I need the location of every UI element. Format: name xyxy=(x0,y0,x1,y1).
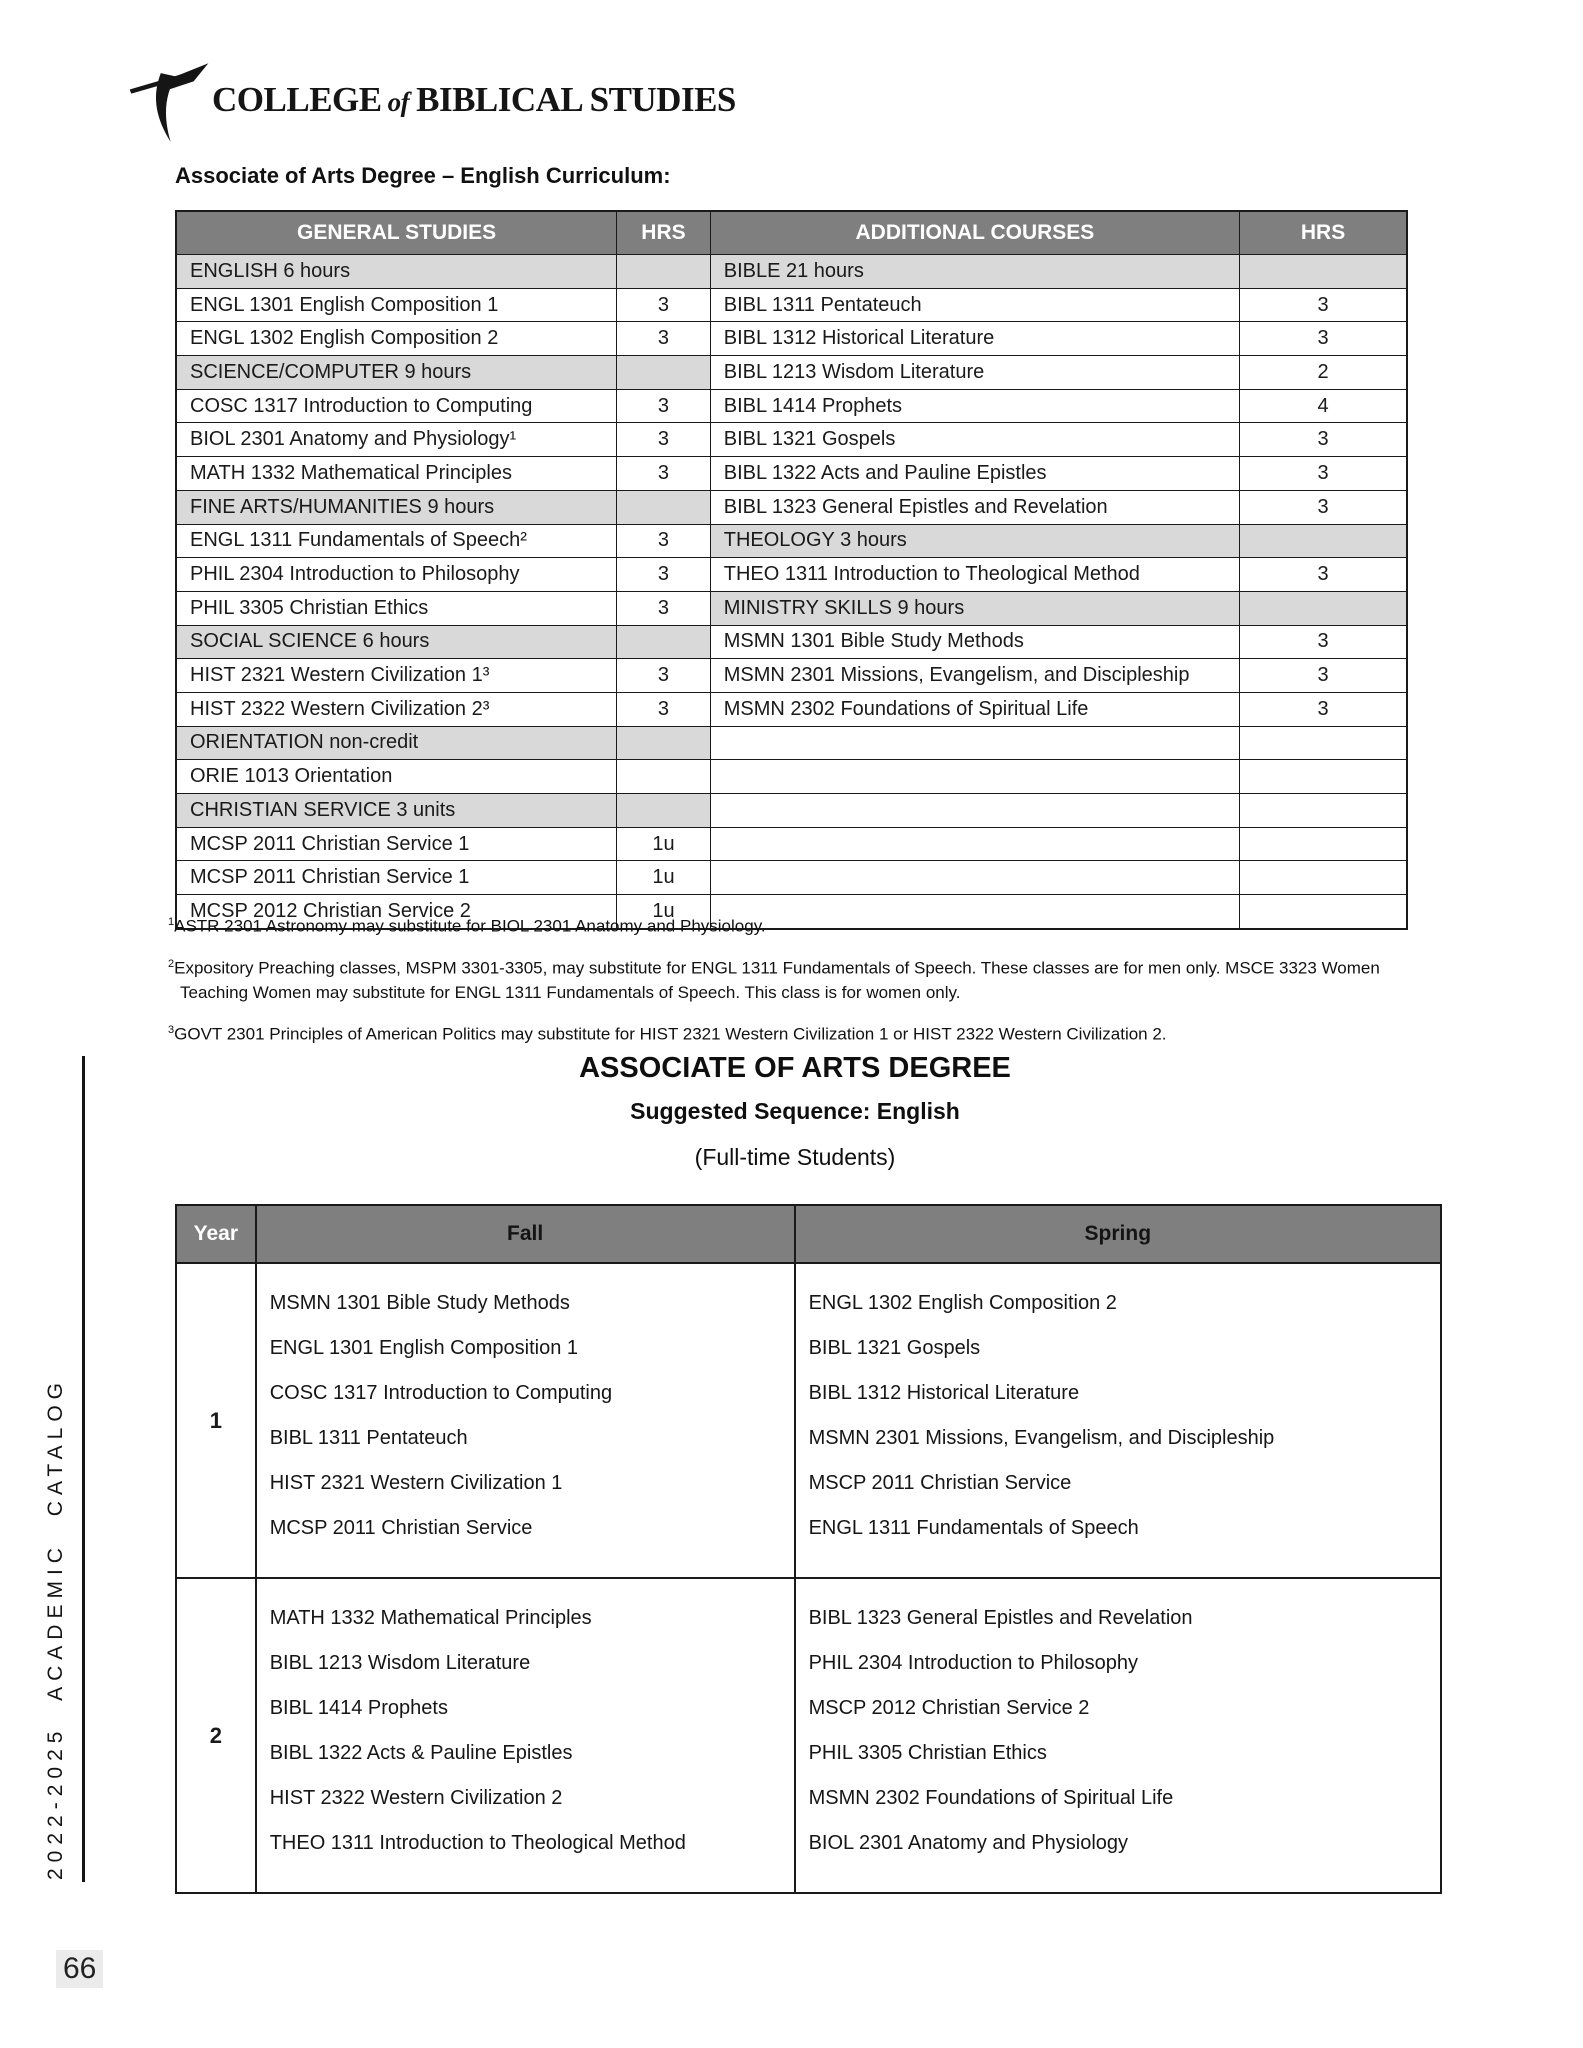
curriculum-row xyxy=(176,659,1407,693)
curriculum-row xyxy=(176,726,1407,760)
additional-course-hours-cell: 3 xyxy=(1240,423,1407,457)
sequence-table-body xyxy=(176,1263,1441,1893)
general-studies-cell: FINE ARTS/HUMANITIES 9 hours xyxy=(176,490,617,524)
curriculum-row xyxy=(176,288,1407,322)
additional-course-cell: BIBL 1311 Pentateuch xyxy=(710,288,1239,322)
additional-course-hours-cell: 3 xyxy=(1240,558,1407,592)
column-header-year: Year xyxy=(176,1205,256,1263)
column-header-additional-courses: ADDITIONAL COURSES xyxy=(710,211,1239,255)
sequence-year-row xyxy=(176,1263,1441,1578)
spring-course-item: BIBL 1323 General Epistles and Revelation xyxy=(808,1607,1193,1629)
additional-course-hours-cell xyxy=(1240,524,1407,558)
general-studies-cell: COSC 1317 Introduction to Computing xyxy=(176,389,617,423)
sequence-year-row xyxy=(176,1578,1441,1893)
additional-course-cell xyxy=(710,760,1239,794)
general-studies-cell: BIOL 2301 Anatomy and Physiology¹ xyxy=(176,423,617,457)
curriculum-row xyxy=(176,794,1407,828)
general-studies-hours-cell: 3 xyxy=(617,288,711,322)
general-studies-hours-cell xyxy=(617,356,711,390)
additional-course-hours-cell: 3 xyxy=(1240,490,1407,524)
general-studies-cell: MATH 1332 Mathematical Principles xyxy=(176,457,617,491)
general-studies-hours-cell: 3 xyxy=(617,423,711,457)
column-header-hours-right: HRS xyxy=(1240,211,1407,255)
sequence-header-row xyxy=(176,1205,1441,1263)
fall-courses-cell xyxy=(256,1578,795,1893)
general-studies-hours-cell xyxy=(617,726,711,760)
general-studies-hours-cell: 3 xyxy=(617,558,711,592)
curriculum-table xyxy=(175,210,1408,930)
curriculum-row xyxy=(176,423,1407,457)
general-studies-hours-cell xyxy=(617,625,711,659)
fall-course-item: MATH 1332 Mathematical Principles xyxy=(269,1607,592,1629)
spring-course-item: ENGL 1302 English Composition 2 xyxy=(808,1292,1117,1314)
spring-course-item: BIBL 1321 Gospels xyxy=(808,1337,981,1359)
additional-course-hours-cell: 3 xyxy=(1240,659,1407,693)
logo-word-of: of xyxy=(387,87,410,117)
additional-course-cell: BIBL 1322 Acts and Pauline Epistles xyxy=(710,457,1239,491)
spring-courses-cell xyxy=(795,1263,1441,1578)
sidebar-rule xyxy=(82,1056,85,1882)
curriculum-row xyxy=(176,322,1407,356)
sequence-heading-block xyxy=(175,1052,1415,1171)
additional-course-hours-cell: 2 xyxy=(1240,356,1407,390)
curriculum-row xyxy=(176,255,1407,289)
additional-course-hours-cell: 3 xyxy=(1240,322,1407,356)
fall-course-item: THEO 1311 Introduction to Theological Method xyxy=(269,1832,686,1854)
footnote-1-marker: 1 xyxy=(168,916,175,928)
spring-course-item: PHIL 2304 Introduction to Philosophy xyxy=(808,1652,1139,1674)
additional-course-cell: MSMN 2301 Missions, Evangelism, and Discipleship xyxy=(710,659,1239,693)
footnote-1 xyxy=(168,910,1420,939)
spring-courses-cell xyxy=(795,1578,1441,1893)
spring-course-item: MSMN 2302 Foundations of Spiritual Life xyxy=(808,1787,1174,1809)
spring-course-item: MSCP 2012 Christian Service 2 xyxy=(808,1697,1090,1719)
curriculum-row xyxy=(176,558,1407,592)
additional-course-hours-cell xyxy=(1240,591,1407,625)
general-studies-hours-cell: 3 xyxy=(617,322,711,356)
general-studies-cell: ENGL 1302 English Composition 2 xyxy=(176,322,617,356)
footnote-2 xyxy=(168,952,1420,1006)
curriculum-row xyxy=(176,861,1407,895)
general-studies-cell: PHIL 3305 Christian Ethics xyxy=(176,591,617,625)
logo-word-biblical-studies: BIBLICAL STUDIES xyxy=(416,80,736,119)
additional-course-hours-cell xyxy=(1240,861,1407,895)
curriculum-row xyxy=(176,625,1407,659)
additional-course-cell: BIBLE 21 hours xyxy=(710,255,1239,289)
logo-word-college: COLLEGE xyxy=(212,80,382,119)
additional-course-cell: MSMN 2302 Foundations of Spiritual Life xyxy=(710,692,1239,726)
general-studies-cell: ENGL 1311 Fundamentals of Speech² xyxy=(176,524,617,558)
sequence-table xyxy=(175,1204,1442,1894)
additional-course-hours-cell xyxy=(1240,255,1407,289)
curriculum-row xyxy=(176,827,1407,861)
general-studies-hours-cell: 3 xyxy=(617,659,711,693)
footnotes xyxy=(168,910,1420,1060)
general-studies-cell: SOCIAL SCIENCE 6 hours xyxy=(176,625,617,659)
spring-course-item: PHIL 3305 Christian Ethics xyxy=(808,1742,1047,1764)
curriculum-row xyxy=(176,389,1407,423)
fall-course-item: MSMN 1301 Bible Study Methods xyxy=(269,1292,570,1314)
fall-course-item: MCSP 2011 Christian Service xyxy=(269,1517,533,1539)
curriculum-row xyxy=(176,356,1407,390)
additional-course-cell: MSMN 1301 Bible Study Methods xyxy=(710,625,1239,659)
general-studies-cell: ENGL 1301 English Composition 1 xyxy=(176,288,617,322)
general-studies-cell: HIST 2321 Western Civilization 1³ xyxy=(176,659,617,693)
additional-course-hours-cell xyxy=(1240,760,1407,794)
additional-course-hours-cell xyxy=(1240,827,1407,861)
college-logo-text xyxy=(212,80,736,120)
fall-course-item: BIBL 1311 Pentateuch xyxy=(269,1427,468,1449)
fall-course-item: HIST 2321 Western Civilization 1 xyxy=(269,1472,563,1494)
general-studies-cell: MCSP 2011 Christian Service 1 xyxy=(176,861,617,895)
spring-course-item: MSCP 2011 Christian Service xyxy=(808,1472,1072,1494)
general-studies-hours-cell xyxy=(617,760,711,794)
column-header-general-studies: GENERAL STUDIES xyxy=(176,211,617,255)
additional-course-cell: THEOLOGY 3 hours xyxy=(710,524,1239,558)
additional-course-cell xyxy=(710,827,1239,861)
additional-course-hours-cell xyxy=(1240,794,1407,828)
additional-course-cell: BIBL 1321 Gospels xyxy=(710,423,1239,457)
additional-course-hours-cell: 3 xyxy=(1240,625,1407,659)
year-number-cell: 2 xyxy=(176,1578,256,1893)
spring-course-item: MSMN 2301 Missions, Evangelism, and Discipleship xyxy=(808,1427,1275,1449)
general-studies-hours-cell: 1u xyxy=(617,861,711,895)
general-studies-cell: PHIL 2304 Introduction to Philosophy xyxy=(176,558,617,592)
additional-course-hours-cell: 3 xyxy=(1240,692,1407,726)
additional-course-cell: BIBL 1323 General Epistles and Revelation xyxy=(710,490,1239,524)
sidebar-vertical-text: 2022-2025 ACADEMIC CATALOG xyxy=(44,1376,67,1880)
flame-mark-icon xyxy=(128,58,210,144)
additional-course-cell: BIBL 1312 Historical Literature xyxy=(710,322,1239,356)
general-studies-hours-cell: 3 xyxy=(617,457,711,491)
additional-course-cell xyxy=(710,794,1239,828)
footnote-3-text: GOVT 2301 Principles of American Politics may substitute for HIST 2321 Western Civilization 1 or HIST 2322 Western Civilization 2. xyxy=(174,1024,1167,1044)
year-number-cell: 1 xyxy=(176,1263,256,1578)
general-studies-cell: HIST 2322 Western Civilization 2³ xyxy=(176,692,617,726)
general-studies-hours-cell: 3 xyxy=(617,389,711,423)
general-studies-cell: ORIENTATION non-credit xyxy=(176,726,617,760)
additional-course-hours-cell: 3 xyxy=(1240,457,1407,491)
general-studies-hours-cell: 1u xyxy=(617,895,711,929)
footnote-2-marker: 2 xyxy=(168,957,175,970)
fall-courses-cell xyxy=(256,1263,795,1578)
spring-course-item: BIOL 2301 Anatomy and Physiology xyxy=(808,1832,1129,1854)
college-logo xyxy=(128,58,736,144)
general-studies-hours-cell: 1u xyxy=(617,827,711,861)
curriculum-row xyxy=(176,490,1407,524)
general-studies-cell: SCIENCE/COMPUTER 9 hours xyxy=(176,356,617,390)
additional-course-hours-cell: 3 xyxy=(1240,288,1407,322)
curriculum-row xyxy=(176,591,1407,625)
general-studies-cell: ENGLISH 6 hours xyxy=(176,255,617,289)
general-studies-cell: ORIE 1013 Orientation xyxy=(176,760,617,794)
general-studies-hours-cell: 3 xyxy=(617,591,711,625)
general-studies-cell: MCSP 2012 Christian Service 2 xyxy=(176,895,617,929)
column-header-fall: Fall xyxy=(256,1205,795,1263)
general-studies-hours-cell xyxy=(617,794,711,828)
curriculum-row xyxy=(176,457,1407,491)
general-studies-cell: MCSP 2011 Christian Service 1 xyxy=(176,827,617,861)
additional-course-cell: MINISTRY SKILLS 9 hours xyxy=(710,591,1239,625)
additional-course-cell: BIBL 1213 Wisdom Literature xyxy=(710,356,1239,390)
page-number: 66 xyxy=(56,1950,103,1988)
general-studies-cell: CHRISTIAN SERVICE 3 units xyxy=(176,794,617,828)
footnote-3-marker: 3 xyxy=(168,1024,175,1037)
additional-course-hours-cell xyxy=(1240,726,1407,760)
curriculum-title: Associate of Arts Degree – English Curriculum: xyxy=(175,163,671,188)
additional-course-cell xyxy=(710,726,1239,760)
column-header-hours-left: HRS xyxy=(617,211,711,255)
general-studies-hours-cell xyxy=(617,490,711,524)
spring-course-item: ENGL 1311 Fundamentals of Speech xyxy=(808,1517,1139,1539)
general-studies-hours-cell xyxy=(617,255,711,289)
additional-course-hours-cell: 4 xyxy=(1240,389,1407,423)
fall-course-item: BIBL 1414 Prophets xyxy=(269,1697,448,1719)
curriculum-row xyxy=(176,524,1407,558)
additional-course-cell xyxy=(710,861,1239,895)
additional-course-cell: BIBL 1414 Prophets xyxy=(710,389,1239,423)
sequence-note: (Full-time Students) xyxy=(694,1144,896,1170)
column-header-spring: Spring xyxy=(795,1205,1441,1263)
fall-course-item: HIST 2322 Western Civilization 2 xyxy=(269,1787,563,1809)
fall-course-item: COSC 1317 Introduction to Computing xyxy=(269,1382,613,1404)
spring-course-item: BIBL 1312 Historical Literature xyxy=(808,1382,1080,1404)
curriculum-table-body xyxy=(176,255,1407,929)
footnote-1-text: ASTR 2301 Astronomy may substitute for BIOL 2301 Anatomy and Physiology. xyxy=(174,916,766,936)
curriculum-row xyxy=(176,692,1407,726)
additional-course-cell: THEO 1311 Introduction to Theological Method xyxy=(710,558,1239,592)
fall-course-item: ENGL 1301 English Composition 1 xyxy=(269,1337,579,1359)
sequence-subheading: Suggested Sequence: English xyxy=(630,1098,960,1124)
curriculum-row xyxy=(176,760,1407,794)
sequence-heading: ASSOCIATE OF ARTS DEGREE xyxy=(579,1052,1011,1084)
footnote-3 xyxy=(168,1018,1420,1047)
general-studies-hours-cell: 3 xyxy=(617,692,711,726)
footnote-2-text: Expository Preaching classes, MSPM 3301-3305, may substitute for ENGL 1311 Fundamentals of Speech. These classes are for men only. MSCE 3323 Women Teaching Women may substitute for ENGL 1311 Fundamentals of Speech. This class is for women only. xyxy=(174,958,1380,1003)
general-studies-hours-cell: 3 xyxy=(617,524,711,558)
fall-course-item: BIBL 1213 Wisdom Literature xyxy=(269,1652,531,1674)
curriculum-header-row xyxy=(176,211,1407,255)
fall-course-item: BIBL 1322 Acts & Pauline Epistles xyxy=(269,1742,573,1764)
